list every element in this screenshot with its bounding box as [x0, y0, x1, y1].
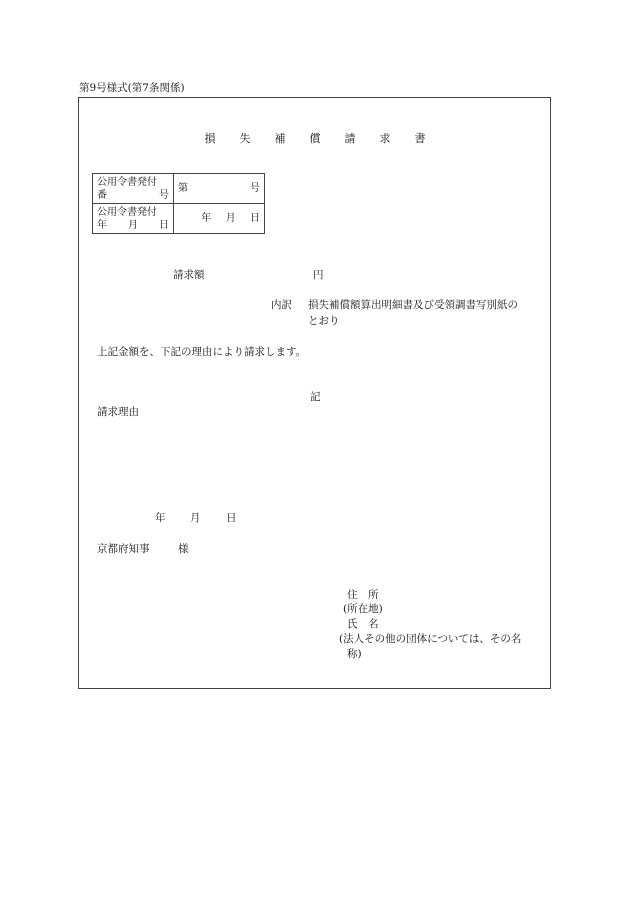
addressee-honorific: 様	[178, 543, 189, 555]
breakdown-text-line1: 損失補償額算出明細書及び受領調書写別紙の	[308, 299, 518, 311]
issue-date-label-month: 月	[128, 219, 138, 231]
date-year-label: 年	[155, 512, 166, 524]
claim-amount-unit: 円	[313, 269, 324, 281]
issue-date-label-year: 年	[97, 219, 107, 231]
form-number-label: 第9号様式(第7条関係)	[79, 82, 185, 94]
date-day-label: 日	[226, 512, 237, 524]
issue-number-label-ban: 番	[97, 189, 107, 201]
issue-number-label-go: 号	[159, 189, 169, 201]
issue-number-label-line2	[97, 189, 169, 202]
issue-date-month: 月	[225, 213, 236, 224]
applicant-address-label: 住 所	[347, 589, 379, 601]
title-char: 損	[204, 132, 216, 145]
issue-date-row	[93, 204, 265, 234]
issue-date-label-line2	[97, 219, 169, 232]
issue-date-value	[174, 204, 265, 234]
applicant-name-note-line1: (法人その他の団体については、その名	[339, 633, 522, 645]
breakdown-label: 内訳	[271, 299, 292, 311]
issue-number-label-line1: 公用令書発付	[97, 176, 157, 188]
issue-date-label-day: 日	[159, 219, 169, 231]
claim-amount-label: 請求額	[173, 269, 205, 281]
reason-label: 請求理由	[97, 406, 139, 418]
request-statement: 上記金額を、下記の理由により請求します。	[97, 346, 307, 358]
issue-number-label	[93, 174, 174, 204]
title-char: 補	[274, 132, 286, 145]
applicant-name-label: 氏 名	[347, 618, 379, 630]
title-char: 請	[344, 132, 356, 145]
issue-date-label	[93, 204, 174, 234]
issue-date-label-line1: 公用令書発付	[97, 206, 157, 218]
title-char: 償	[309, 132, 321, 145]
title-char: 書	[414, 132, 426, 145]
ki-heading: 記	[310, 391, 321, 403]
addressee-name: 京都府知事	[97, 543, 150, 555]
issue-number-row	[93, 174, 265, 204]
title-char: 求	[379, 132, 391, 145]
issue-date-day: 日	[250, 213, 260, 224]
applicant-name-note-line2: 称)	[347, 648, 362, 660]
date-month-label: 月	[190, 512, 201, 524]
breakdown-text-line2: とおり	[308, 315, 340, 327]
applicant-address-sub: (所在地)	[343, 603, 383, 615]
issue-number-value	[174, 174, 265, 204]
document-title	[0, 130, 630, 146]
issue-number-dai: 第	[178, 183, 188, 194]
title-char: 失	[239, 132, 251, 145]
issue-number-go: 号	[250, 183, 260, 194]
issue-date-year: 年	[201, 213, 212, 224]
issue-info-table	[92, 173, 265, 234]
